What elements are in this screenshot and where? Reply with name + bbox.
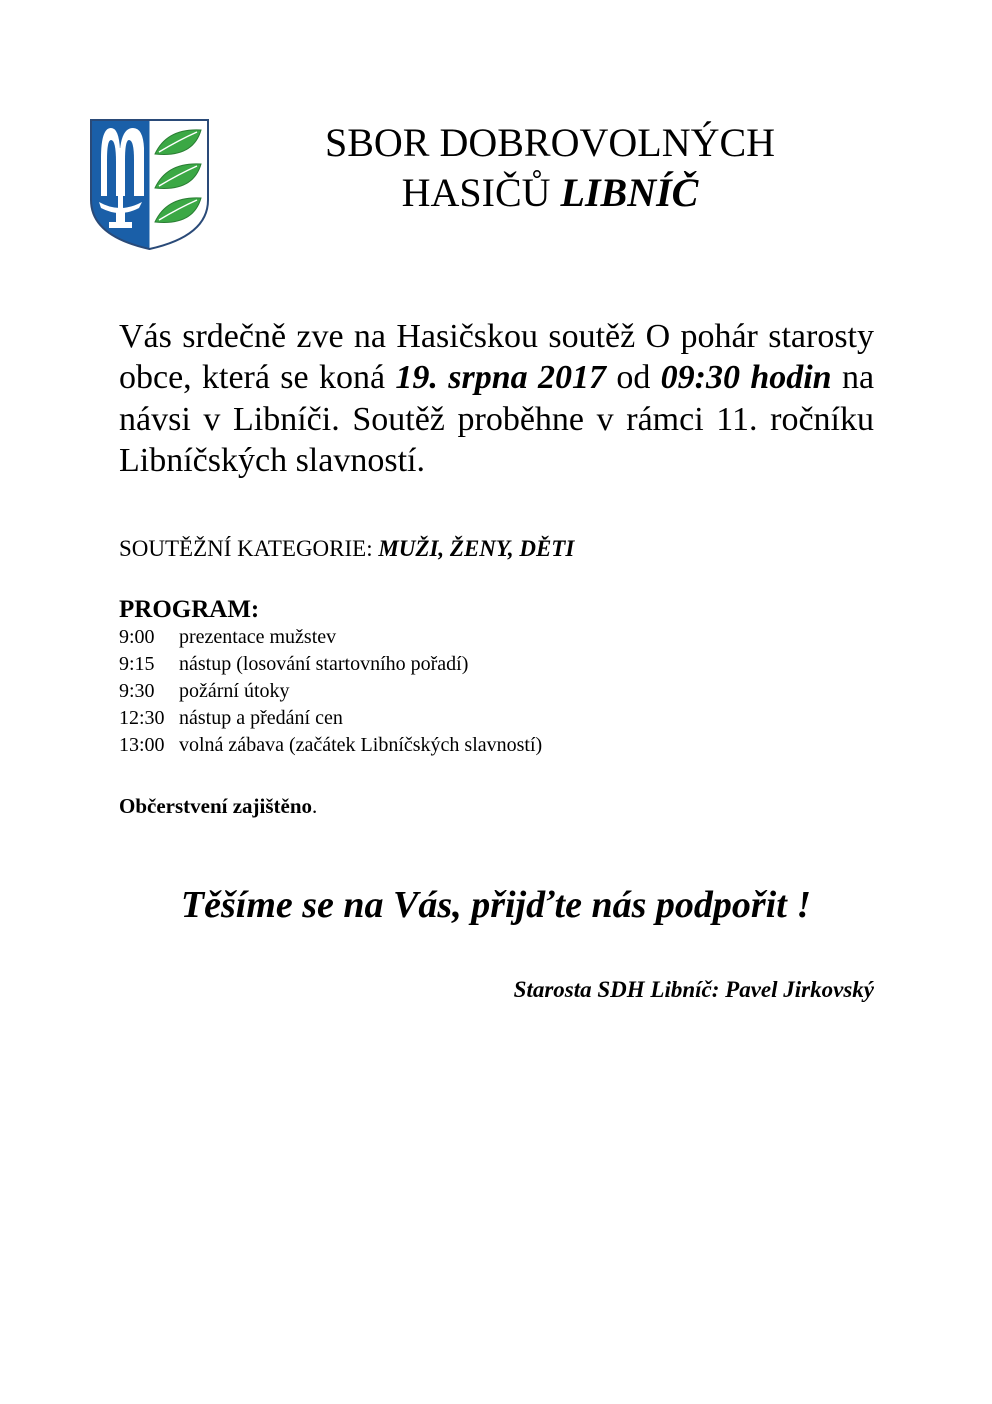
invitation-paragraph xyxy=(119,316,874,481)
refreshments-text: Občerstvení zajištěno xyxy=(119,794,313,818)
title-line-2 xyxy=(210,168,890,218)
signature: Starosta SDH Libníč: Pavel Jirkovský xyxy=(513,977,874,1002)
intro-text-1: Vás srdečně zve na Hasičskou soutěž O pohár starosty obce, která se koná xyxy=(119,318,874,397)
program-text: prezentace mužstev xyxy=(179,626,337,648)
program-time: 13:00 xyxy=(119,734,165,756)
title-prefix: HASIČŮ xyxy=(401,170,551,215)
page-title xyxy=(210,118,890,218)
program-text: požární útoky xyxy=(179,680,290,702)
program-item xyxy=(119,651,542,678)
coat-of-arms-icon xyxy=(89,118,210,251)
program-item xyxy=(119,705,542,732)
program-time: 9:00 xyxy=(119,626,155,648)
program-item xyxy=(119,732,542,759)
event-date: 19. srpna 2017 xyxy=(395,359,606,397)
refreshments-note xyxy=(119,792,317,820)
title-line-1: SBOR DOBROVOLNÝCH xyxy=(324,120,776,165)
program-text: nástup a předání cen xyxy=(179,707,343,729)
program-heading: PROGRAM: xyxy=(119,596,260,623)
intro-text-3: na návsi v Libníči. Soutěž proběhne v rámci 11. ročníku Libníčských slavností. xyxy=(119,359,875,479)
program-time: 9:15 xyxy=(119,653,155,675)
categories-label: SOUTĚŽNÍ KATEGORIE: xyxy=(119,536,373,561)
slogan: Těšíme se na Vás, přijďte nás podpořit ! xyxy=(180,884,812,926)
refreshments-suffix: . xyxy=(312,794,318,818)
village-name: LIBNÍČ xyxy=(560,170,699,215)
program-item xyxy=(119,624,542,651)
program-text: nástup (losování startovního pořadí) xyxy=(179,653,469,675)
categories-line xyxy=(119,535,574,563)
program-time: 12:30 xyxy=(119,707,165,729)
program-text: volná zábava (začátek Libníčských slavností) xyxy=(179,734,543,756)
event-time: 09:30 hodin xyxy=(660,359,832,397)
program-item xyxy=(119,678,542,705)
intro-text-2: od xyxy=(616,359,651,397)
program-list xyxy=(119,624,542,759)
program-time: 9:30 xyxy=(119,680,155,702)
categories-values: MUŽI, ŽENY, DĚTI xyxy=(378,536,575,561)
